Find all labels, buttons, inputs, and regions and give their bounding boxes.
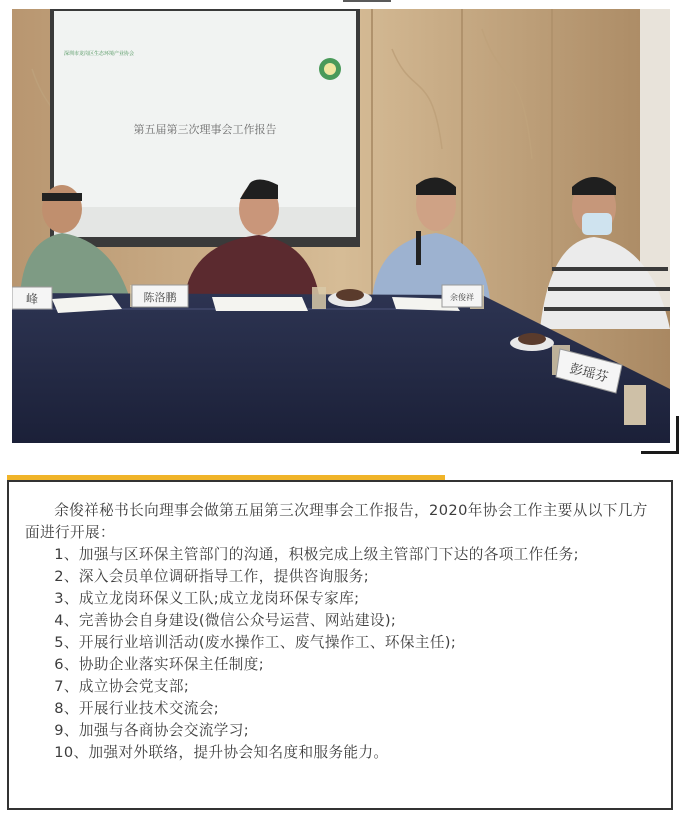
report-intro: 余俊祥秘书长向理事会做第五届第三次理事会工作报告，2020年协会工作主要从以下几方面进行开展： [25,502,648,541]
screen-org-text: 深圳市龙岗区生态环境产业协会 [64,51,135,57]
photo-corner-mark [641,416,679,454]
report-item-1: 1、加强与区环保主管部门的沟通，积极完成上级主管部门下达的各项工作任务; [54,546,579,563]
nameplate-2: 陈洛鹏 [143,291,177,304]
screen-title-text: 第五届第三次理事会工作报告 [133,123,277,136]
report-item-4: 4、完善协会自身建设(微信公众号运营、网站建设); [54,612,397,629]
report-item-7: 7、成立协会党支部; [54,678,190,695]
report-item-10: 10、加强对外联络，提升协会知名度和服务能力。 [54,744,389,761]
nameplate-1: 峰 [25,292,39,306]
nameplate-4: 彭瑶芬 [568,361,610,386]
report-item-2: 2、深入会员单位调研指导工作，提供咨询服务; [54,568,370,585]
report-item-3: 3、成立龙岗环保义工队;成立龙岗环保专家库; [54,590,360,607]
report-item-8: 8、开展行业技术交流会; [54,700,220,717]
report-item-6: 6、协助企业落实环保主任制度; [54,656,265,673]
nameplate-3: 余俊祥 [450,293,474,302]
top-divider-tick [343,0,391,2]
report-text-box [7,480,673,810]
meeting-photo [12,9,670,443]
report-item-9: 9、加强与各商协会交流学习; [54,722,250,739]
report-item-5: 5、开展行业培训活动(废水操作工、废气操作工、环保主任); [54,634,457,651]
